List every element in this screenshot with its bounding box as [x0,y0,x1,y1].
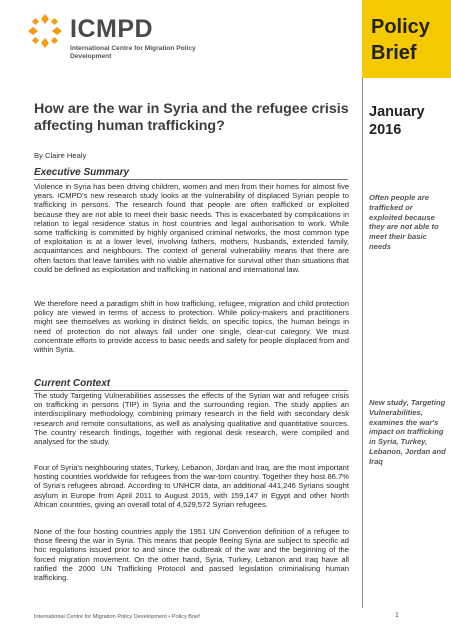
logo-wordmark: ICMPD [70,15,154,43]
paragraph: Violence in Syria has been driving children, women and men from their homes for almost five years. ICMPD's new research study looks at the vulnerability of displaced Syrian people to trafficking in persons. The research found that people are often trafficked or exploited because they are not able to meet their basic needs. This is exacerbated by complications in relation to legal residence status in host countries and legal authorisation to work. While some trafficking is committed by highly organised criminal networks, the most common type of exploitation is at a lower level, involving fathers, mothers, husbands, extended family, acquaintances and neighbours. The context of general vulnerability means that there are often factors that leave families with no viable alternative for survival other than situations that could be defined as exploitation and trafficking in national and international law. [34,182,349,274]
sidebar-pull-quote-1: Often people are trafficked or exploited because they are not able to meet their basic needs [369,193,439,251]
policy-brief-banner [362,0,451,78]
article-author: By Claire Healy [34,151,87,160]
paragraph: The study Targeting Vulnerabilities assesses the effects of the Syrian war and refugee crisis on trafficking in persons (TIP) in Syria and the surrounding region. The study applies an interdisciplinary methodology, combining primary research in the field with secondary desk research and remote consultations, as well as analysing qualitative and quantitative sources. The country research findings, together with regional desk research, were compiled and analysed for the study. [34,391,349,447]
issue-date: January 2016 [369,104,425,138]
section-heading-current-context: Current Context [34,378,348,391]
paragraph: We therefore need a paradigm shift in how trafficking, refugee, migration and child protection policy are viewed in terms of access to protection. While policy-makers and practitioners might see themselves as working in distinct fields, on specific topics, the human beings in need of protection do not always fall under one single, clear-cut category. We must concentrate efforts to provide access to basic needs and safety for people displaced from and within Syria. [34,299,349,355]
sidebar-divider [362,78,363,608]
policy-brief-heading: Policy Brief [371,16,430,64]
page-footer: International Centre for Migration Policy Development • Policy Brief [34,614,200,620]
sidebar [362,0,451,640]
icmpd-logo-icon [28,14,62,48]
sidebar-pull-quote-2: New study, Targeting Vulnerabilities, examines the war's impact on trafficking in Syria, Turkey, Lebanon, Jordan and Iraq [369,398,446,466]
article-title: How are the war in Syria and the refugee crisis affecting human trafficking? [34,101,349,134]
icmpd-logo [28,14,208,70]
paragraph: None of the four hosting countries apply the 1951 UN Convention definition of a refugee to those fleeing the war in Syria. This means that people fleeing Syria are subject to specific ad hoc regulations issued prior to and since the outbreak of the war and the beginning of the forced migration movement. On the other hand, Syria, Turkey, Lebanon and Iraq have all ratified the 2000 UN Trafficking Protocol and passed legislation criminalising human trafficking. [34,527,349,583]
logo-subtitle: International Centre for Migration Policy Development [70,45,196,60]
section-heading-executive-summary: Executive Summary [34,167,348,180]
page-number: 1 [395,612,399,619]
paragraph: Four of Syria's neighbouring states, Turkey, Lebanon, Jordan and Iraq, are the most important hosting countries worldwide for refugees from the war-torn country. Together they host 86.7% of Syria's refugees abroad. According to UNHCR data, an additional 441,246 Syrians sought asylum in Europe from April 2011 to August 2015, with 159,147 in Egypt and other North African countries, giving an overall total of 4,529,572 Syrian refugees. [34,463,349,509]
